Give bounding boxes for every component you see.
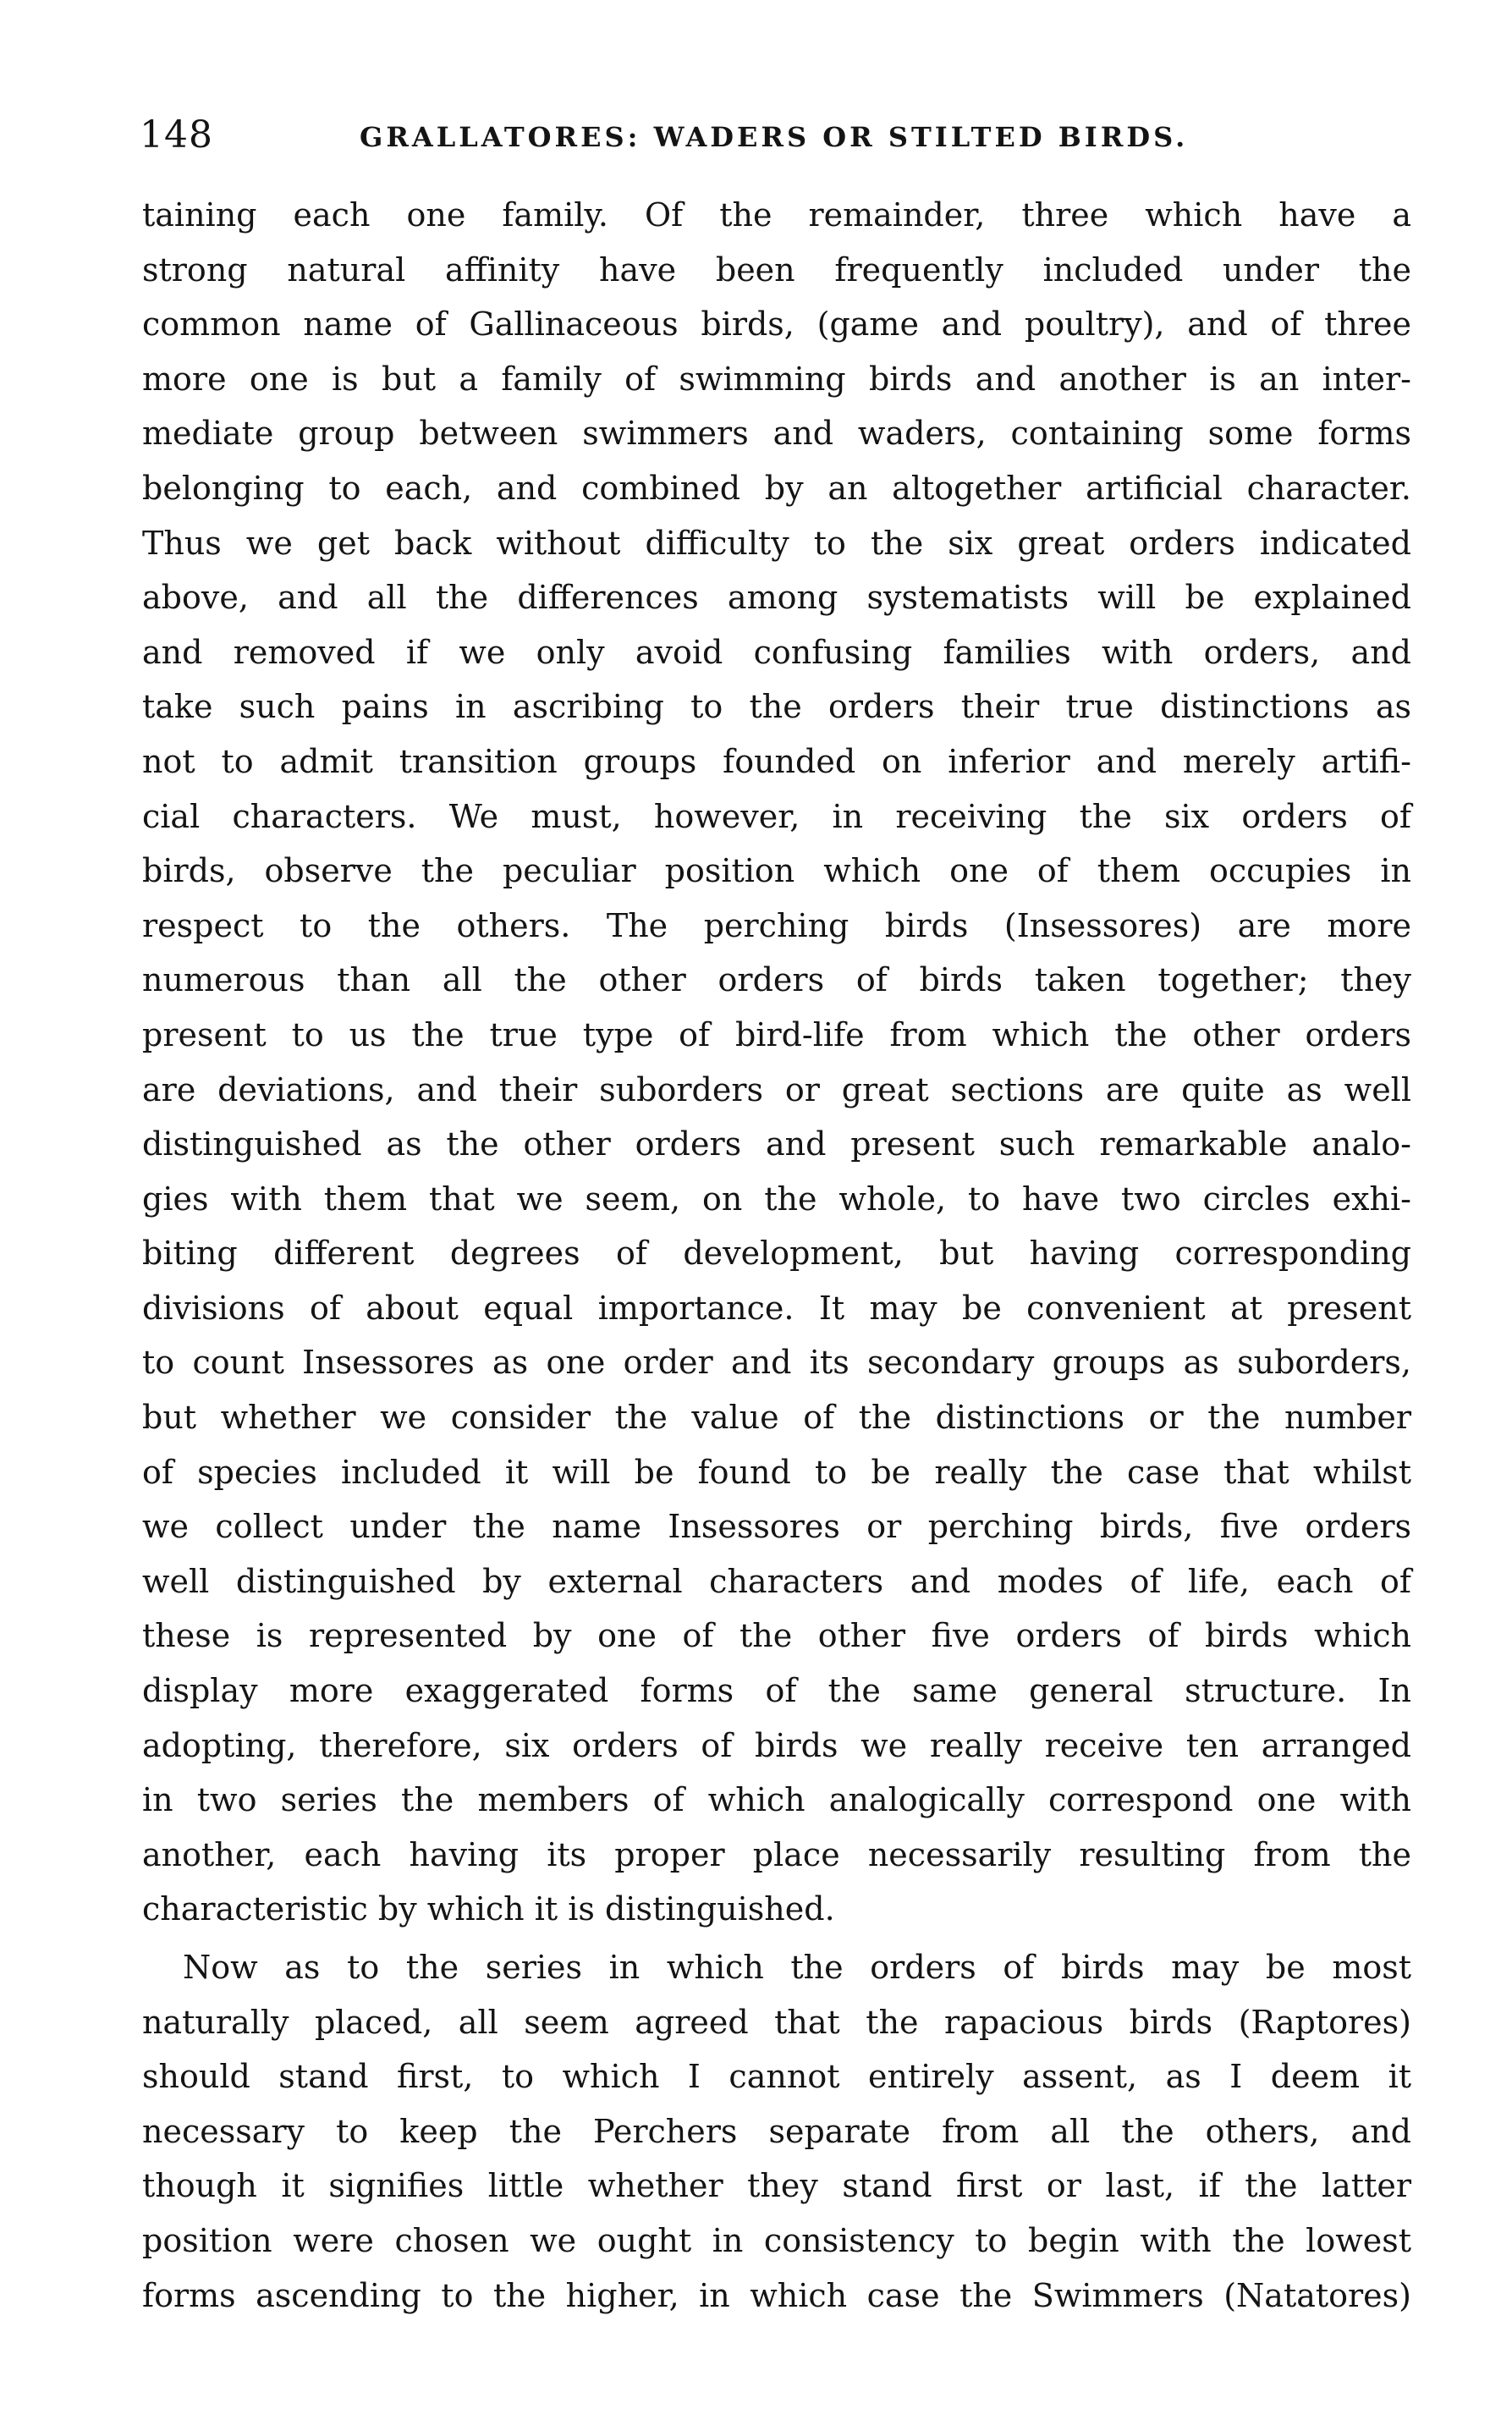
- text-line: biting different degrees of development, but having corresponding: [142, 1235, 1411, 1273]
- text-line: Now as to the series in which the orders of birds may be most: [183, 1949, 1411, 1986]
- text-line: more one is but a family of swimming birds and another is an inter-: [142, 360, 1411, 398]
- text-line: present to us the true type of bird-life from which the other orders: [142, 1015, 1411, 1053]
- text-line: well distinguished by external characters and modes of life, each of: [142, 1562, 1411, 1600]
- text-line: position were chosen we ought in consistency to begin with the lowest: [142, 2221, 1411, 2259]
- page-number: 148: [140, 113, 213, 157]
- text-line: should stand first, to which I cannot entirely assent, as I deem it: [142, 2058, 1411, 2096]
- text-line: not to admit transition groups founded on inferior and merely artifi-: [142, 742, 1411, 780]
- text-line: are deviations, and their suborders or great sections are quite as well: [142, 1070, 1411, 1108]
- text-line: common name of Gallinaceous birds, (game and poultry), and of three: [142, 305, 1411, 344]
- paragraph-1: [142, 188, 1411, 1937]
- text-line: in two series the members of which analogically correspond one with: [142, 1781, 1411, 1819]
- text-line: birds, observe the peculiar position which one of them occupies in: [142, 852, 1411, 890]
- text-line: numerous than all the other orders of birds taken together; they: [142, 961, 1411, 999]
- text-line: another, each having its proper place necessarily resulting from the: [142, 1835, 1411, 1873]
- text-line: we collect under the name Insessores or perching birds, five orders: [142, 1508, 1411, 1546]
- text-line: strong natural affinity have been frequently included under the: [142, 250, 1411, 289]
- running-title: GRALLATORES: WADERS OR STILTED BIRDS.: [360, 121, 1189, 153]
- text-line: naturally placed, all seem agreed that the rapacious birds (Raptores): [142, 2003, 1411, 2041]
- text-line-last: characteristic by which it is distinguished.: [142, 1890, 835, 1928]
- text-line: of species included it will be found to be really the case that whilst: [142, 1453, 1411, 1491]
- paragraph-2: [142, 1940, 1411, 2323]
- text-line: divisions of about equal importance. It may be convenient at present: [142, 1289, 1411, 1327]
- text-line: gies with them that we seem, on the whole, to have two circles exhi-: [142, 1180, 1411, 1218]
- text-line: belonging to each, and combined by an altogether artificial character.: [142, 469, 1411, 507]
- text-line: necessary to keep the Perchers separate from all the others, and: [142, 2112, 1411, 2150]
- text-line: adopting, therefore, six orders of birds we really receive ten arranged: [142, 1726, 1411, 1764]
- text-line: Thus we get back without difficulty to the six great orders indicated: [142, 524, 1411, 562]
- text-line: take such pains in ascribing to the orders their true distinctions as: [142, 688, 1411, 726]
- running-head: [140, 110, 1417, 161]
- text-line: respect to the others. The perching birds (Insessores) are more: [142, 906, 1411, 944]
- text-line: but whether we consider the value of the distinctions or the number: [142, 1399, 1411, 1437]
- text-line: taining each one family. Of the remainder, three which have a: [142, 196, 1411, 234]
- text-line: and removed if we only avoid confusing families with orders, and: [142, 633, 1411, 671]
- body-text: [142, 188, 1411, 2323]
- text-line: these is represented by one of the other five orders of birds which: [142, 1617, 1411, 1655]
- text-line: to count Insessores as one order and its secondary groups as suborders,: [142, 1344, 1411, 1382]
- text-line: distinguished as the other orders and present such remarkable analo-: [142, 1125, 1411, 1163]
- text-line: cial characters. We must, however, in receiving the six orders of: [142, 797, 1411, 835]
- text-line: forms ascending to the higher, in which case the Swimmers (Natatores): [142, 2276, 1411, 2314]
- text-line: display more exaggerated forms of the same general structure. In: [142, 1672, 1411, 1710]
- text-line: mediate group between swimmers and waders, containing some forms: [142, 415, 1411, 453]
- text-line: though it signifies little whether they stand first or last, if the latter: [142, 2167, 1411, 2205]
- text-line: above, and all the differences among systematists will be explained: [142, 579, 1411, 617]
